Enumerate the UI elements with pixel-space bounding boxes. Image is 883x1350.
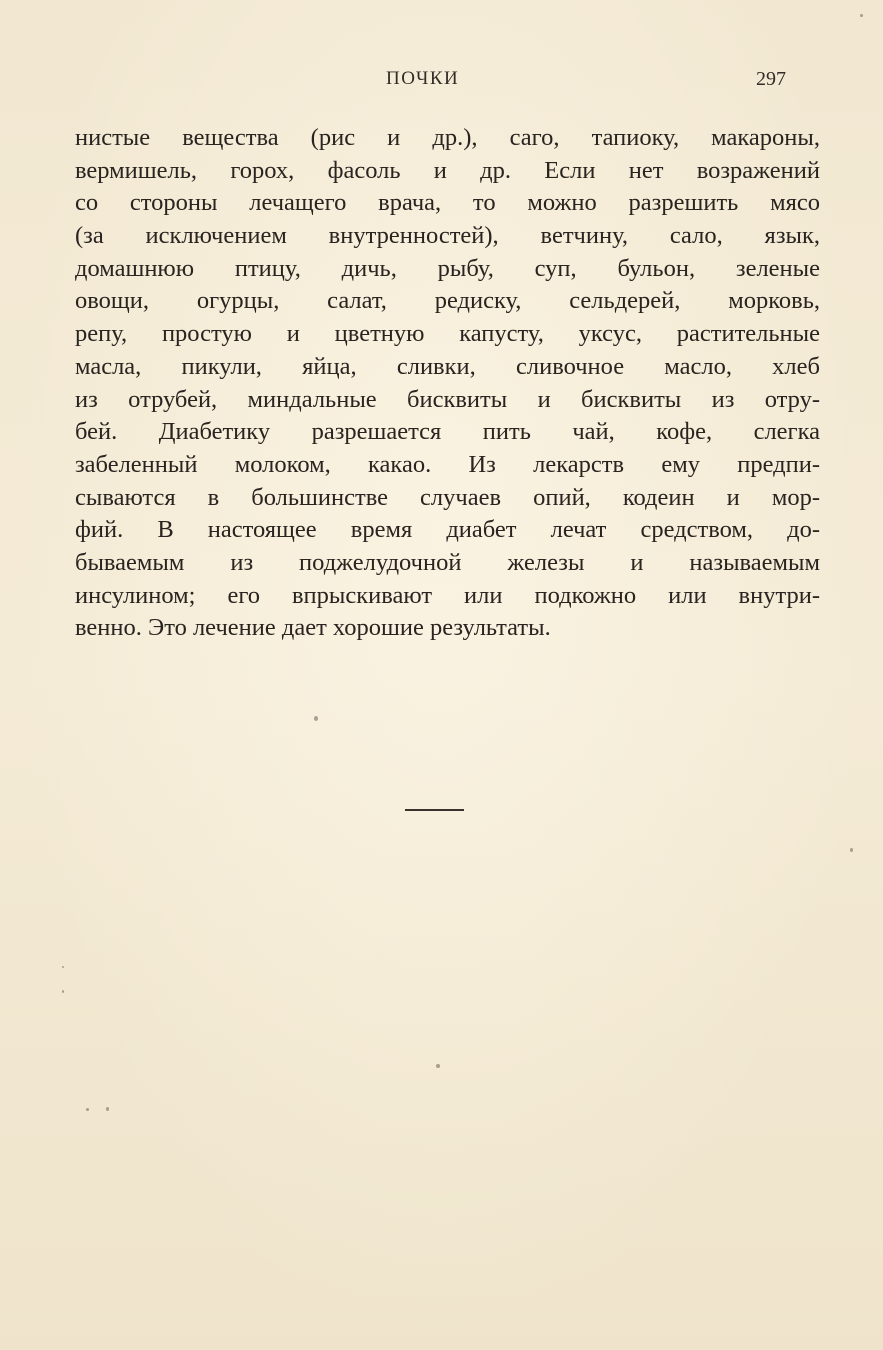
paper-speck xyxy=(860,14,863,17)
text-line-last: венно. Это лечение дает хорошие результаты. xyxy=(75,614,551,642)
text-line: овощи, огурцы, салат, редиску, сельдерей, морковь, xyxy=(75,287,820,315)
running-title: ПОЧКИ xyxy=(386,68,460,89)
text-line: бей. Диабетику разрешается пить чай, кофе, слегка xyxy=(75,418,820,446)
page-number: 297 xyxy=(756,68,786,90)
paper-speck xyxy=(62,966,64,968)
paper-speck xyxy=(850,848,853,852)
paper-speck xyxy=(436,1064,440,1068)
paper-speck xyxy=(314,716,318,721)
text-line: домашнюю птицу, дичь, рыбу, суп, бульон, зеленые xyxy=(75,254,820,282)
text-line: инсулином; его впрыскивают или подкожно или внутри- xyxy=(75,581,820,609)
section-end-rule xyxy=(405,809,464,811)
text-line: (за исключением внутренностей), ветчину, сало, язык, xyxy=(75,222,820,250)
text-line: вермишель, горох, фасоль и др. Если нет возражений xyxy=(75,156,820,184)
text-line: репу, простую и цветную капусту, уксус, растительные xyxy=(75,320,820,348)
text-line: со стороны лечащего врача, то можно разрешить мясо xyxy=(75,189,820,217)
text-line: из отрубей, миндальные бисквиты и бисквиты из отру- xyxy=(75,385,820,413)
text-line: фий. В настоящее время диабет лечат средством, до- xyxy=(75,516,820,544)
body-text xyxy=(75,122,820,645)
paper-speck xyxy=(86,1108,89,1111)
paper-speck xyxy=(106,1107,109,1111)
paper-speck xyxy=(62,990,64,993)
text-line: забеленный молоком, какао. Из лекарств ему предпи- xyxy=(75,450,820,478)
running-head xyxy=(0,68,883,98)
text-line: сываются в большинстве случаев опий, кодеин и мор- xyxy=(75,483,820,511)
text-line: масла, пикули, яйца, сливки, сливочное масло, хлеб xyxy=(75,352,820,380)
text-line: бываемым из поджелудочной железы и называемым xyxy=(75,548,820,576)
text-line: нистые вещества (рис и др.), саго, тапиоку, макароны, xyxy=(75,124,820,151)
